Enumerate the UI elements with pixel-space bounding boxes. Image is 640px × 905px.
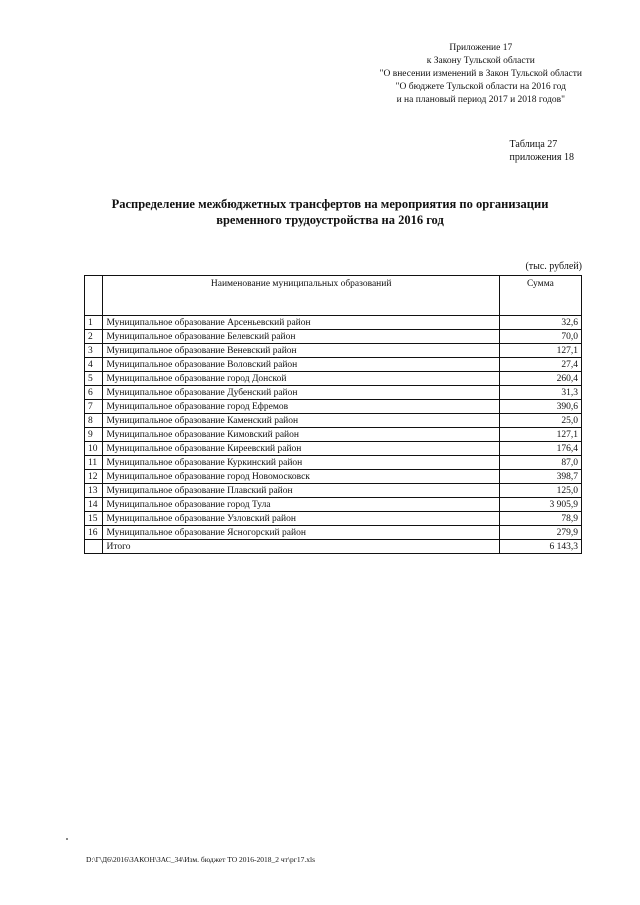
document-title — [90, 196, 570, 228]
row-number: 5 — [85, 372, 103, 386]
row-name: Муниципальное образование Узловский район — [103, 512, 499, 526]
row-name: Муниципальное образование Киреевский район — [103, 442, 499, 456]
row-name: Муниципальное образование Каменский район — [103, 414, 499, 428]
table-row — [85, 400, 582, 414]
annex-header — [380, 42, 582, 107]
row-name: Муниципальное образование Кимовский район — [103, 428, 499, 442]
table-row — [85, 470, 582, 484]
row-name: Муниципальное образование Плавский район — [103, 484, 499, 498]
table-row — [85, 512, 582, 526]
row-number: 7 — [85, 400, 103, 414]
row-name: Муниципальное образование Ясногорский район — [103, 526, 499, 540]
title-line-2: временного трудоустройства на 2016 год — [216, 213, 444, 227]
row-sum: 3 905,9 — [499, 498, 581, 512]
table-row — [85, 358, 582, 372]
annex-line-3: "О внесении изменений в Закон Тульской области — [379, 69, 582, 79]
table-header-row — [85, 276, 582, 316]
header-number — [85, 276, 103, 316]
row-number: 8 — [85, 414, 103, 428]
row-number: 14 — [85, 498, 103, 512]
table-ref-line-1: Таблица 27 — [509, 139, 558, 150]
annex-line-1: Приложение 17 — [449, 43, 513, 53]
table-row — [85, 414, 582, 428]
table-row — [85, 428, 582, 442]
row-name: Муниципальное образование город Тула — [103, 498, 499, 512]
row-sum: 279,9 — [499, 526, 581, 540]
row-sum: 390,6 — [499, 400, 581, 414]
row-sum: 25,0 — [499, 414, 581, 428]
row-name: Муниципальное образование город Новомосковск — [103, 470, 499, 484]
row-sum: 31,3 — [499, 386, 581, 400]
row-number: 1 — [85, 316, 103, 330]
table-row — [85, 330, 582, 344]
table-total-row — [85, 540, 582, 554]
total-label: Итого — [103, 540, 499, 554]
row-sum: 127,1 — [499, 428, 581, 442]
annex-line-4: "О бюджете Тульской области на 2016 год — [395, 82, 566, 92]
row-name: Муниципальное образование Воловский район — [103, 358, 499, 372]
table-row — [85, 526, 582, 540]
row-number: 11 — [85, 456, 103, 470]
row-name: Муниципальное образование Белевский район — [103, 330, 499, 344]
row-sum: 27,4 — [499, 358, 581, 372]
row-sum: 70,0 — [499, 330, 581, 344]
title-line-1: Распределение межбюджетных трансфертов на мероприятия по организации — [111, 197, 549, 211]
row-number: 12 — [85, 470, 103, 484]
row-sum: 32,6 — [499, 316, 581, 330]
row-name: Муниципальное образование Арсеньевский район — [103, 316, 499, 330]
table-reference — [510, 138, 574, 164]
table-row — [85, 386, 582, 400]
file-path-footer: D:\Г\Д6\2016\ЗАКОН\ЗАС_34\Изм. бюджет ТО 2016-2018_2 чт\рг17.xls — [86, 855, 315, 864]
row-name: Муниципальное образование город Ефремов — [103, 400, 499, 414]
row-number: 9 — [85, 428, 103, 442]
header-name: Наименование муниципальных образований — [103, 276, 499, 316]
row-number: 10 — [85, 442, 103, 456]
table-row — [85, 442, 582, 456]
row-sum: 125,0 — [499, 484, 581, 498]
header-sum: Сумма — [499, 276, 581, 316]
total-sum: 6 143,3 — [499, 540, 581, 554]
row-sum: 87,0 — [499, 456, 581, 470]
row-number: 15 — [85, 512, 103, 526]
row-sum: 176,4 — [499, 442, 581, 456]
annex-line-2: к Закону Тульской области — [426, 56, 535, 66]
row-sum: 127,1 — [499, 344, 581, 358]
table-ref-line-2: приложения 18 — [509, 152, 574, 163]
table-row — [85, 344, 582, 358]
row-sum: 78,9 — [499, 512, 581, 526]
row-number: 2 — [85, 330, 103, 344]
row-sum: 398,7 — [499, 470, 581, 484]
row-number: 16 — [85, 526, 103, 540]
total-number — [85, 540, 103, 554]
row-number: 4 — [85, 358, 103, 372]
scan-speck — [66, 838, 68, 840]
units-label: (тыс. рублей) — [525, 261, 582, 272]
row-name: Муниципальное образование Куркинский район — [103, 456, 499, 470]
annex-line-5: и на плановый период 2017 и 2018 годов" — [396, 95, 566, 105]
row-number: 6 — [85, 386, 103, 400]
row-number: 13 — [85, 484, 103, 498]
row-name: Муниципальное образование Веневский район — [103, 344, 499, 358]
transfers-table — [84, 275, 582, 554]
table-row — [85, 456, 582, 470]
table-row — [85, 484, 582, 498]
table-row — [85, 316, 582, 330]
row-number: 3 — [85, 344, 103, 358]
row-sum: 260,4 — [499, 372, 581, 386]
row-name: Муниципальное образование город Донской — [103, 372, 499, 386]
table-row — [85, 498, 582, 512]
row-name: Муниципальное образование Дубенский район — [103, 386, 499, 400]
table-row — [85, 372, 582, 386]
